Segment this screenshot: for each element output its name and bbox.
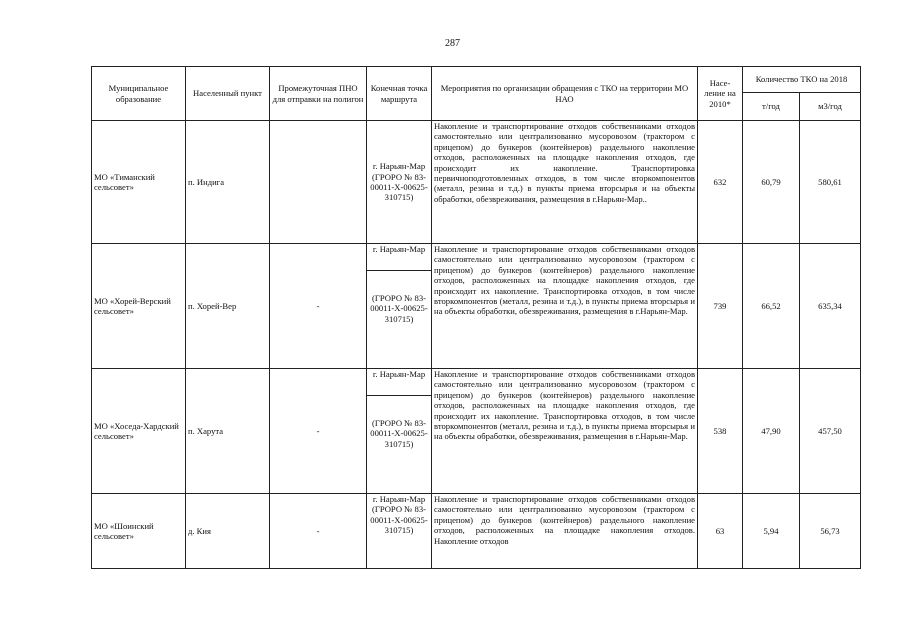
- cell-endpoint: г. Нарьян-Мар (ГРОРО № 83-00011-Х-00625-310715): [367, 494, 432, 569]
- cell-measures: Накопление и транспортирование отходов собственниками отходов самостоятельно или централизованно мусоровозом (трактором с прицепом) до бункеров (контейнеров) раздельного накопление отходов, расположенных на площадке накопления отходов, где происходит их накопление. Транспортировка отходов, в том числе вторкомпонентов (металл, резина и т.д.), в пункты приема вторсырья и на объекты обработки, обезвреживания, размещения в г.Нарьян-Мар.: [432, 369, 698, 494]
- header-measures: Мероприятия по организации обращения с ТКО на территории МО НАО: [432, 67, 698, 121]
- cell-settlement: п. Хорей-Вер: [186, 244, 270, 369]
- cell-m3-year: 457,50: [800, 369, 861, 494]
- cell-intermediate: -: [270, 244, 367, 369]
- table-row: [92, 369, 861, 494]
- header-m3-year: м3/год: [800, 93, 861, 121]
- cell-settlement: п. Индига: [186, 121, 270, 244]
- cell-population: 63: [698, 494, 743, 569]
- cell-endpoint: [367, 244, 432, 369]
- cell-mo: МО «Тиманский сельсовет»: [92, 121, 186, 244]
- table-row: [92, 244, 861, 369]
- header-intermediate: Промежуточная ПНО для отправки на полигон: [270, 67, 367, 121]
- cell-t-year: 47,90: [743, 369, 800, 494]
- cell-mo: МО «Хорей-Верский сельсовет»: [92, 244, 186, 369]
- cell-intermediate: -: [270, 494, 367, 569]
- cell-settlement: д. Кия: [186, 494, 270, 569]
- cell-population: 739: [698, 244, 743, 369]
- page-number: 287: [445, 38, 460, 49]
- header-endpoint: Конечная точка маршрута: [367, 67, 432, 121]
- header-tko: Количество ТКО на 2018: [743, 67, 861, 93]
- header-row: [92, 67, 861, 93]
- table-row: [92, 494, 861, 569]
- header-mo: Муниципальное образование: [92, 67, 186, 121]
- cell-endpoint: г. Нарьян-Мар (ГРОРО № 83-00011-Х-00625-310715): [367, 121, 432, 244]
- cell-endpoint: [367, 369, 432, 494]
- cell-t-year: 5,94: [743, 494, 800, 569]
- cell-measures: Накопление и транспортирование отходов собственниками отходов самостоятельно или централизованно мусоровозом (трактором с прицепом) до бункеров (контейнеров) раздельного накопление отходов, расположенных на площадке накопления отходов, где происходит их накопление. Транспортировка отходов, в том числе вторкомпонентов (металл, резина и т.д.), в пункты приема вторсырья и на объекты обработки, обезвреживания, размещения в г.Нарьян-Мар.: [432, 244, 698, 369]
- header-t-year: т/год: [743, 93, 800, 121]
- cell-m3-year: 56,73: [800, 494, 861, 569]
- cell-mo: МО «Хоседа-Хардский сельсовет»: [92, 369, 186, 494]
- measures-text: Накопление и транспортирование отходов собственниками отходов самостоятельно или централизованно мусоровозом (трактором с прицепом) до бункеров (контейнеров) раздельного накопление отходов, расположенных на площадке накопления отходов. Накопление отходов: [434, 494, 695, 546]
- cell-settlement: п. Харута: [186, 369, 270, 494]
- cell-intermediate: -: [270, 369, 367, 494]
- cell-measures: Накопление и транспортирование отходов собственниками отходов самостоятельно или централизованно мусоровозом (трактором с прицепом) до бункеров (контейнеров) раздельного накопление отходов, расположенных на площадке накопления отходов, где происходит их накопление. Транспортировка первичноподготовленных отходов, в том числе вторкомпонентов (металл, резина и т.д.) в пункты приема вторсырья и на объекты обработки, обезвреживания, размещения в г.Нарьян-Мар..: [432, 121, 698, 244]
- cell-m3-year: 635,34: [800, 244, 861, 369]
- cell-t-year: 60,79: [743, 121, 800, 244]
- endpoint-registry: (ГРОРО № 83-00011-Х-00625-310715): [370, 418, 428, 449]
- table-row: [92, 121, 861, 244]
- endpoint-city: г. Нарьян-Мар: [367, 244, 431, 271]
- cell-mo: МО «Шоинский сельсовет»: [92, 494, 186, 569]
- endpoint-city: г. Нарьян-Мар: [367, 369, 431, 396]
- cell-population: 632: [698, 121, 743, 244]
- header-population: Насе-ление на 2010*: [698, 67, 743, 121]
- tko-table: [91, 66, 861, 569]
- cell-m3-year: 580,61: [800, 121, 861, 244]
- cell-measures: [432, 494, 698, 569]
- header-settlement: Населенный пункт: [186, 67, 270, 121]
- cell-t-year: 66,52: [743, 244, 800, 369]
- cell-population: 538: [698, 369, 743, 494]
- endpoint-registry: (ГРОРО № 83-00011-Х-00625-310715): [370, 293, 428, 324]
- cell-intermediate: [270, 121, 367, 244]
